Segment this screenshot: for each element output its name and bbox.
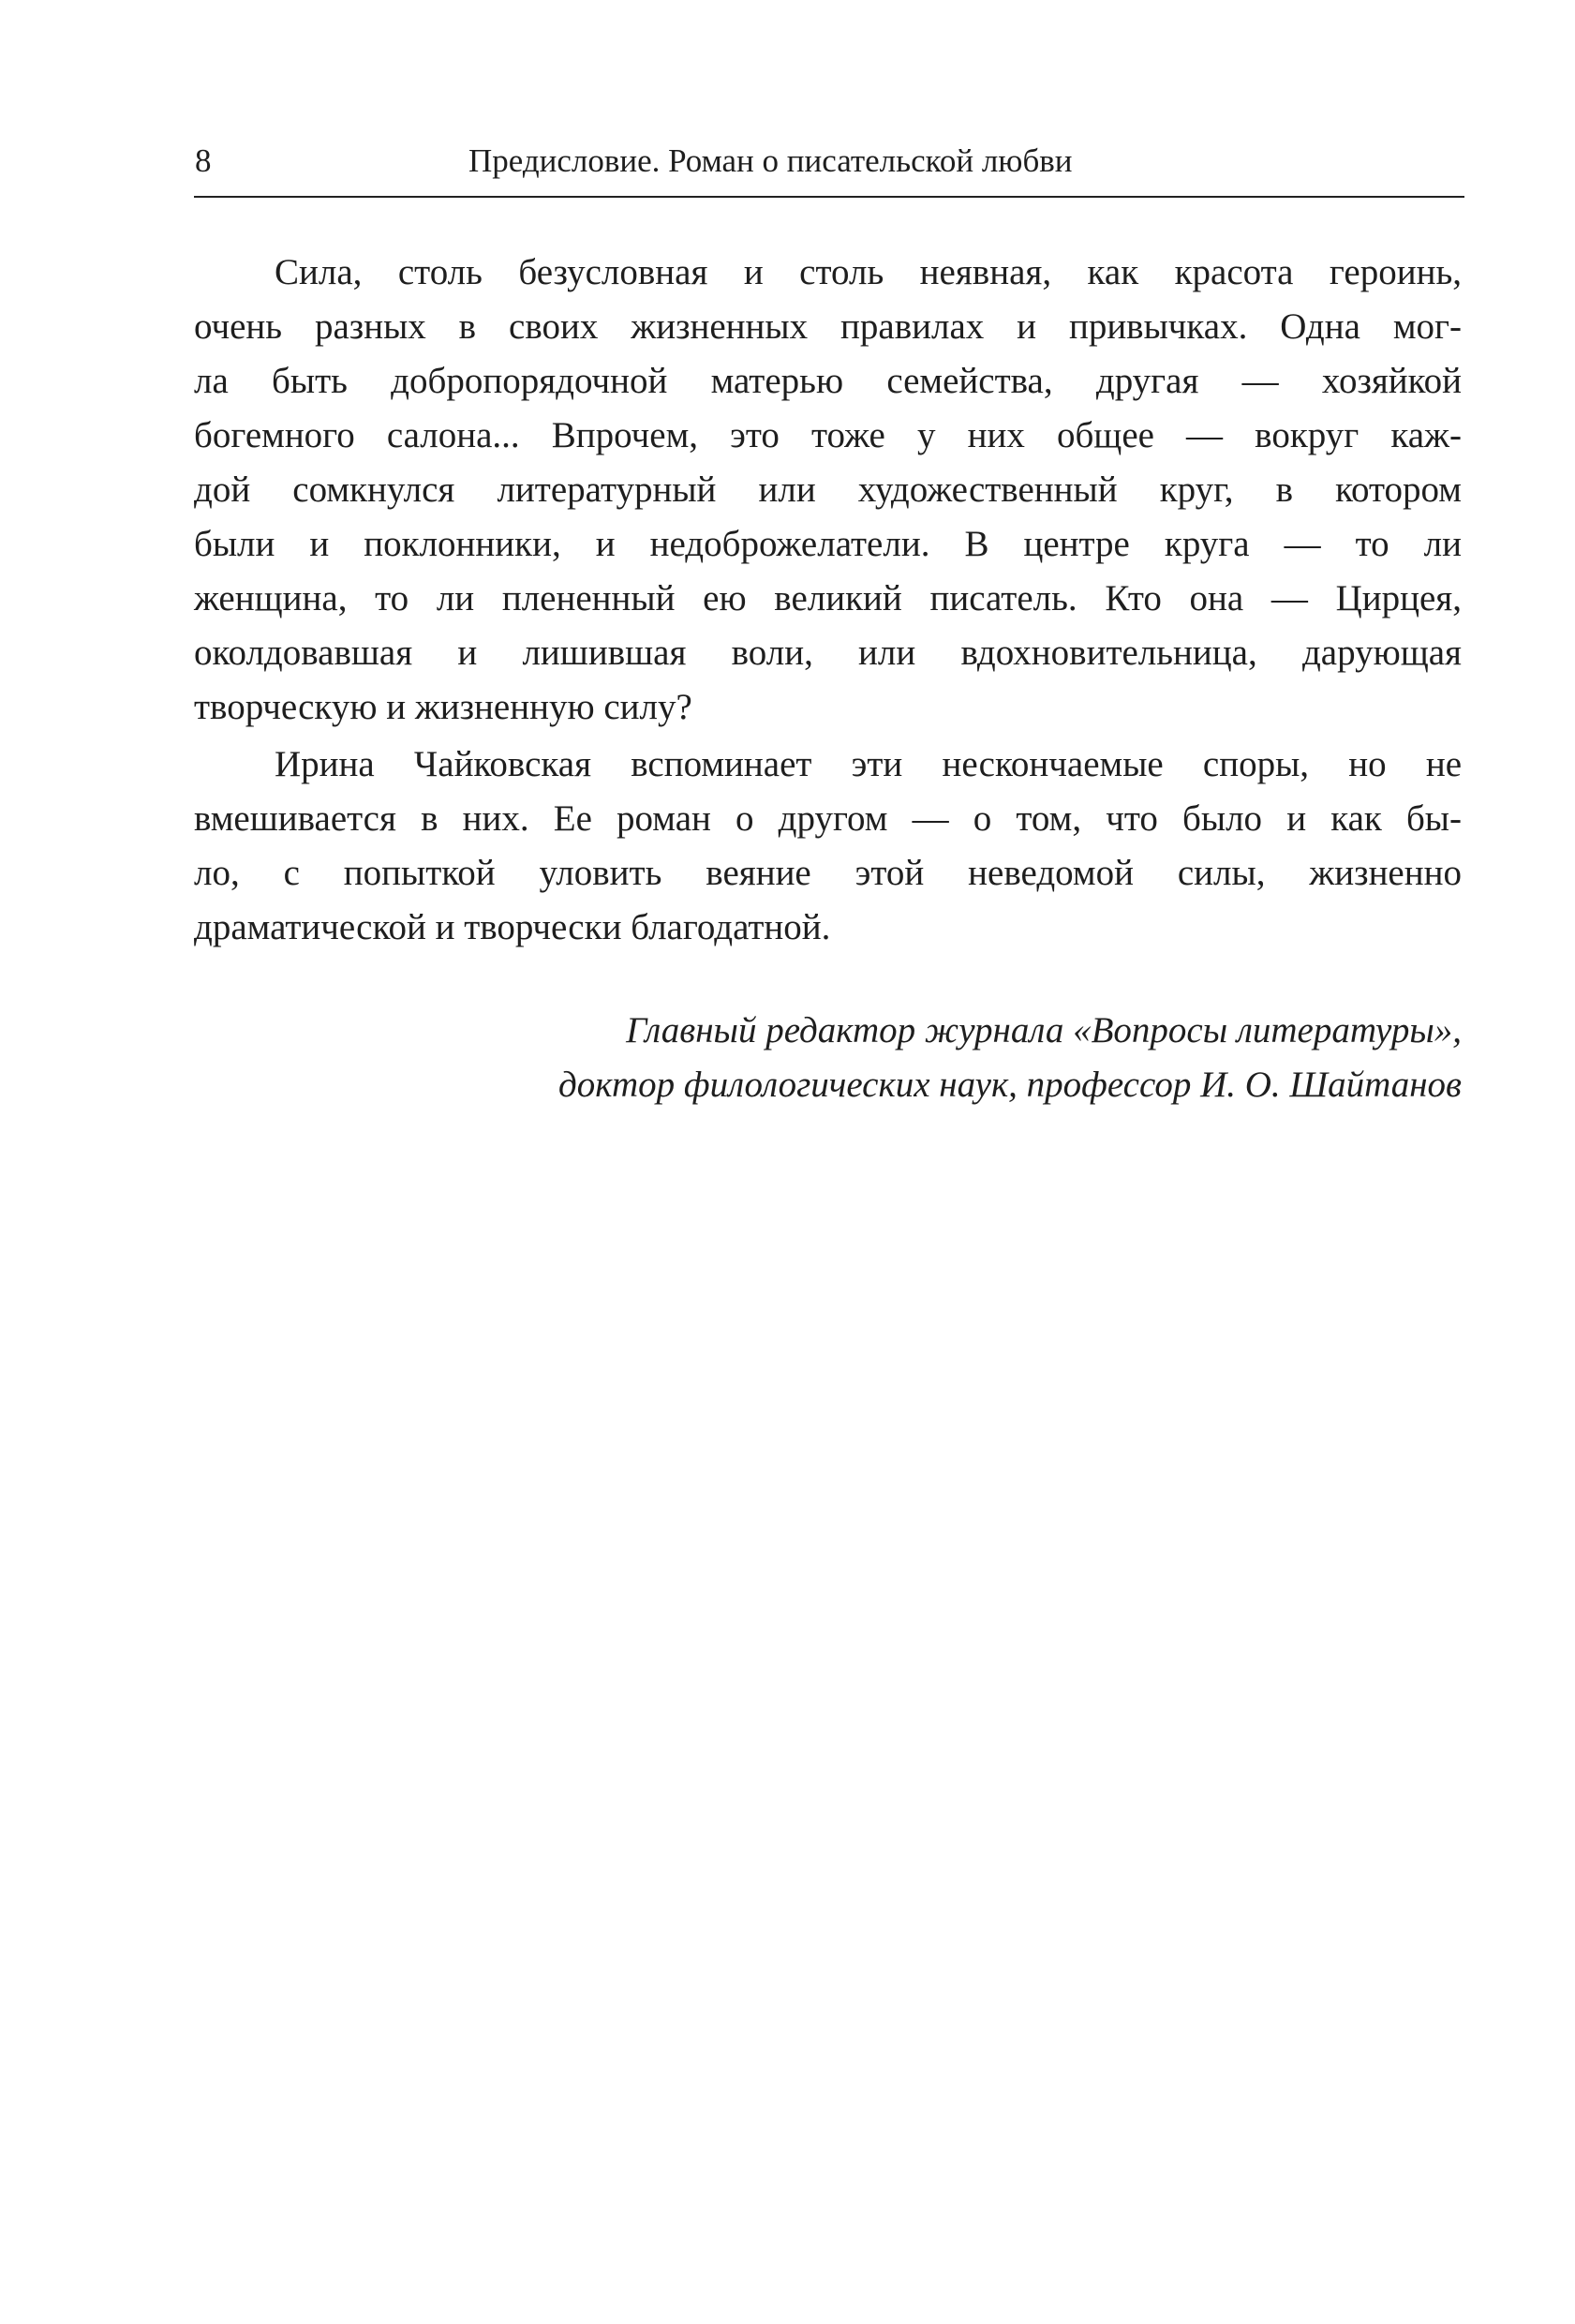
header-rule (194, 196, 1464, 198)
text-line: вмешивается в них. Ее роман о другом — о том, что было и как бы- (194, 798, 1462, 839)
page-number: 8 (195, 142, 212, 179)
text-line: дой сомкнулся литературный или художественный круг, в котором (194, 469, 1462, 510)
signature-line: Главный редактор журнала «Вопросы литературы», (626, 1010, 1462, 1050)
text-line: женщина, то ли плененный ею великий писатель. Кто она — Цирцея, (194, 578, 1462, 618)
text-line: творческую и жизненную силу? (194, 687, 692, 727)
signature-line: доктор филологических наук, профессор И. О. Шайтанов (558, 1065, 1462, 1105)
running-title: Предисловие. Роман о писательской любви (468, 142, 1073, 179)
text-line: Сила, столь безусловная и столь неявная, как красота героинь, (275, 252, 1462, 292)
text-line: очень разных в своих жизненных правилах и привычках. Одна мог- (194, 306, 1462, 347)
text-line: богемного салона... Впрочем, это тоже у них общее — вокруг каж- (194, 415, 1462, 455)
text-line: Ирина Чайковская вспоминает эти нескончаемые споры, но не (275, 744, 1462, 784)
text-line: были и поклонники, и недоброжелатели. В центре круга — то ли (194, 524, 1462, 564)
text-line: ла быть добропорядочной матерью семейства, другая — хозяйкой (194, 361, 1462, 401)
text-line: драматической и творчески благодатной. (194, 907, 831, 947)
text-line: околдовавшая и лишившая воли, или вдохновительница, дарующая (194, 633, 1462, 673)
text-line: ло, с попыткой уловить веяние этой неведомой силы, жизненно (194, 853, 1462, 893)
